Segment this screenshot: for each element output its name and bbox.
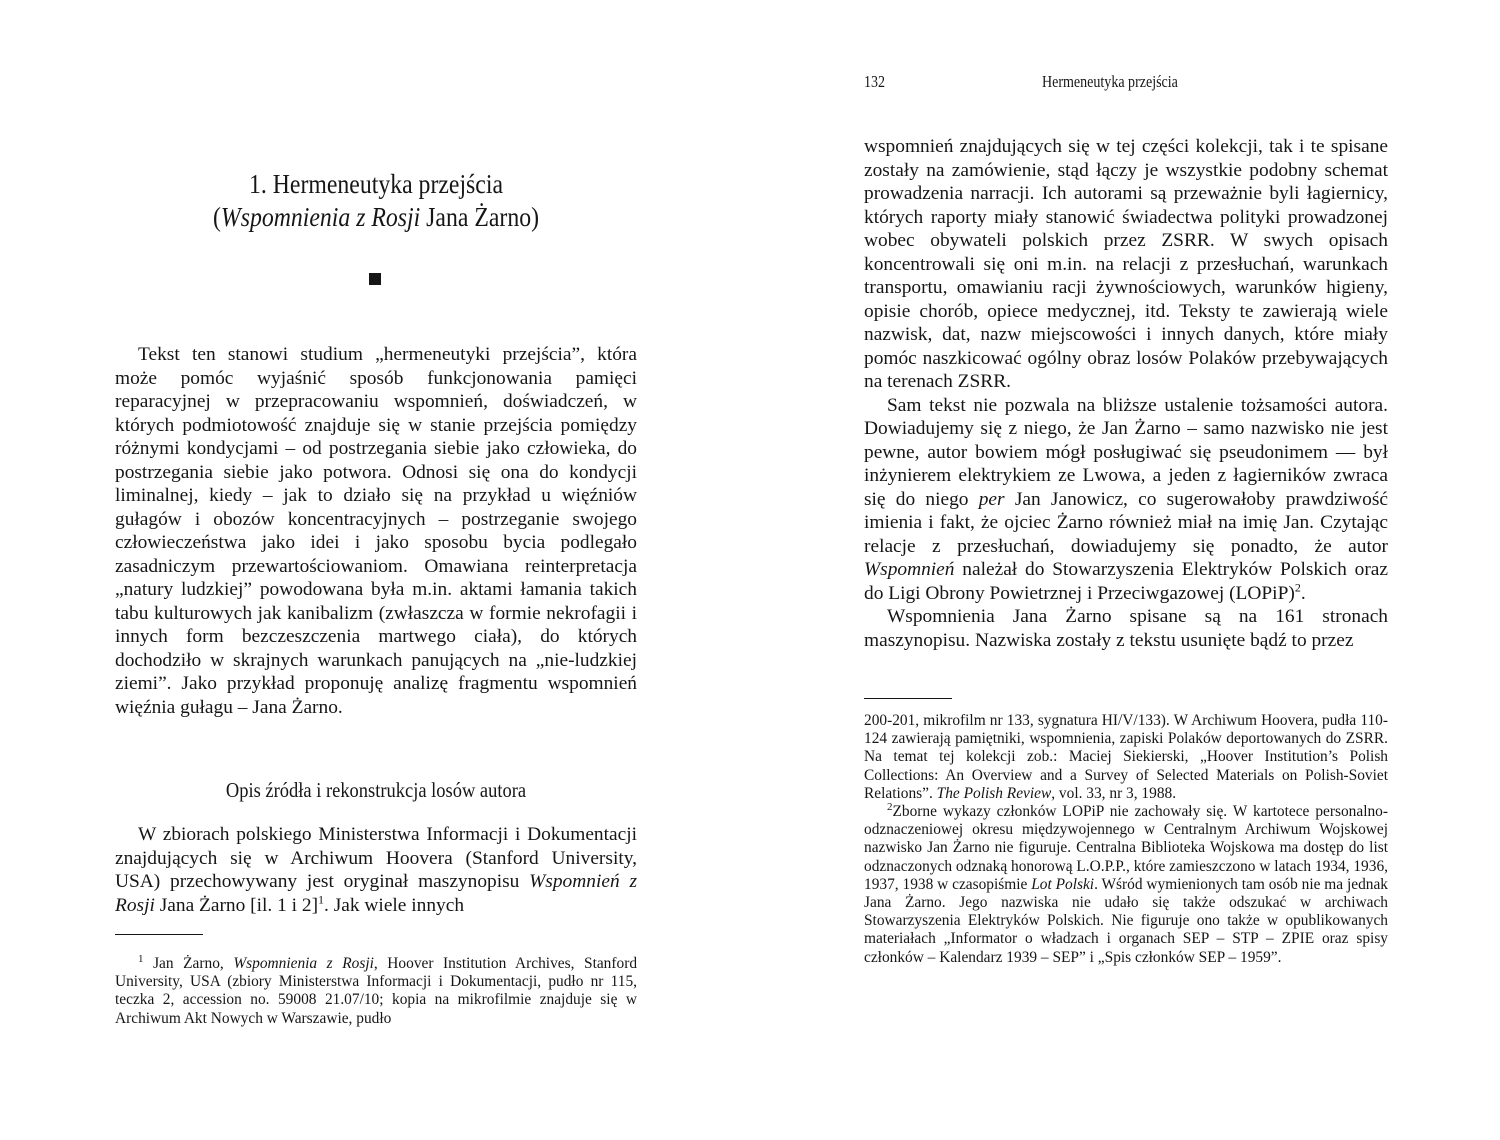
identity-paragraph [864, 394, 1388, 606]
identity-text-2: Jan Janowicz, co sugerowałoby prawdziwość imienia i fakt, że ojciec Żarno również miał na imię Jan. Czytając relacje z przesłuchań, dowiadujemy się ponadto, że autor [864, 488, 1389, 557]
footnote-1-title: Wspomnienia z Rosji [233, 955, 374, 972]
chapter-title-author: Jana Żarno) [420, 202, 539, 232]
footnote-divider-right [864, 698, 952, 699]
source-text-3: . Jak wiele innych [324, 894, 465, 916]
identity-italic-per: per [978, 488, 1005, 510]
footnote-ref-2[interactable]: 2 [1294, 580, 1301, 595]
source-text [115, 823, 637, 917]
square-ornament-icon [369, 273, 381, 285]
footnote-ref-1[interactable]: 1 [318, 892, 325, 907]
chapter-title-open-paren: ( [213, 202, 221, 232]
section-heading: Opis źródła i rekonstrukcja losów autora [225, 778, 527, 802]
footnote-1-number: 1 [138, 952, 144, 965]
typescript-paragraph: Wspomnienia Jana Żarno spisane są na 161 stronach maszynopisu. Nazwiska zostały z tekstu usunięte bądź to przez [864, 606, 1388, 651]
footnote-1 [115, 952, 638, 1028]
intro-paragraph: Tekst ten stanowi studium „hermeneutyki przejścia”, która może pomóc wyjaśnić sposób funkcjonowania pamięci reparacyjnej w przepracowaniu wspomnień, doświadczeń, w których podmiotowość znajduje się w stanie przejścia pomiędzy różnymi kondycjami – od postrzegania siebie jako człowieka, do postrzegania siebie jako potwora. Odnosi się ona do kondycji liminalnej, kiedy – jak to działo się na przykład u więźniów gułagów i obozów koncentracyjnych – postrzeganie swojego człowieczeństwa jako idei i jako sposobu bycia podlegało zasadniczym przewartościowaniom. Omawiana reinterpretacja „natury ludzkiej” powodowana była m.in. aktami łamania takich tabu kulturowych jak kanibalizm (zwłaszcza w formie nekrofagii i innych form bezczeszczenia martwego ciała), do których dochodziło w skrajnych warunkach panujących na „nie-ludzkiej ziemi”. Jako przykład proponuję analizę fragmentu wspomnień więźnia gułagu – Jana Żarno. [115, 344, 637, 718]
right-body-text [864, 135, 1388, 652]
source-work-title: Wspomnień z Rosji [115, 871, 637, 916]
source-text-1: W zbiorach polskiego Ministerstwa Informacji i Dokumentacji znajdujących się w Archiwum Hoovera (Stanford University, USA) przechowywany jest oryginał maszynopisu [115, 824, 637, 892]
chapter-title-line1: 1. Hermeneutyka przejścia [249, 169, 503, 199]
footnote-2 [864, 800, 1388, 967]
intro-text [115, 343, 637, 719]
footnotes-right [864, 712, 1388, 967]
continued-paragraph: wspomnień znajdujących się w tej części kolekcji, tak i te spisane zostały na zamówienie, stąd łączy je wszystkie podobny schemat prowadzenia narracji. Ich autorami są przeważnie byli łagiernicy, których raporty miały stanowić świadectwa polityki prowadzonej wobec obywateli polskich przez ZSRR. W swych opisach koncentrowali się oni m.in. na relacji z przesłuchań, warunkach transportu, omawianiu racji żywnościowych, warunków higieny, opisie chorób, opiece medycznej, itd. Teksty te zawierają wiele nazwisk, dat, nazw miejscowości i innych danych, które miały pomóc naszkicować ogólny obraz losów Polaków przebywających na terenach ZSRR. [864, 136, 1388, 392]
identity-text-3: należał do Stowarzyszenia Elektryków Polskich oraz do Ligi Obrony Powietrznej i Przeciwgazowej (LOPiP) [864, 559, 1388, 604]
footnote-1-cont-text-1: 200-201, mikrofilm nr 133, sygnatura HI/V/133). W Archiwum Hoovera, pudła 110-124 zawierają pamiętniki, wspomnienia, zapiski Polaków deportowanych do ZSRR. Na temat tej kolekcji zob.: Maciej Siekierski, „Hoover Institution’s Polish Collections: An Overview and a Survey of Selected Materials on Polish-Soviet Relations”. [864, 712, 1388, 802]
source-text-2: Jana Żarno [il. 1 i 2] [154, 894, 319, 916]
identity-text-4: . [1300, 582, 1306, 604]
footnote-1-text-1: Jan Żarno, [143, 955, 234, 972]
footnotes-left [115, 952, 638, 1028]
footnote-1-cont-journal: The Polish Review [936, 784, 1052, 802]
footnote-1-text-2: , Hoover Institution Archives, Stanford University, USA (zbiory Ministerstwa Informacji i Dokumentacji, pudło nr 115, teczka 2, accession no. 59008 21.07/10; kopia na mikrofilmie znajduje się w Archiwum Akt Nowych w Warszawie, pudło [115, 955, 638, 1027]
chapter-title-work: Wspomnienia z Rosji [220, 202, 421, 232]
identity-text-1: Sam tekst nie pozwala na bliższe ustalenie tożsamości autora. Dowiadujemy się z niego, że Jan Żarno – samo nazwisko nie jest pewne, autor bowiem mógł posługiwać się pseudonimem — był inżynierem elektrykiem ze Lwowa, a jeden z łagierników zwraca się do niego [864, 394, 1388, 510]
page-number: 132 [864, 72, 886, 91]
source-paragraph [115, 823, 637, 917]
running-title: Hermeneutyka przejścia [1042, 72, 1178, 91]
footnote-2-text-2: . Wśród wymienionych tam osób nie ma jednak Jana Żarno. Jego nazwiska nie udało się także odszukać w archiwach Stowarzyszenia Elektryków Polskich. Nie figuruje ono także w opublikowanych materiałach „Informator o władzach i organach SEP – STP – ZPIE oraz spisy członków – Kalendarz 1939 – SEP” i „Spis członków SEP – 1959”. [864, 875, 1388, 966]
footnote-divider [115, 934, 203, 935]
footnote-2-text-1: Zborne wykazy członków LOPiP nie zachowały się. W kartotece personalno-odznaczeniowej okresu międzywojennego w Centralnym Archiwum Wojskowej nazwisko Jan Żarno nie figuruje. Centralna Biblioteka Wojskowa ma dostęp do list odznaczonych odznaką honorową L.O.P.P., które zamieszczono w latach 1934, 1936, 1937, 1938 w czasopiśmie [864, 803, 1388, 893]
footnote-1-continued [864, 712, 1388, 803]
footnote-2-journal: Lot Polski [1031, 875, 1095, 893]
chapter-title-line2 [146, 201, 605, 234]
chapter-title [146, 168, 605, 234]
footnote-2-number: 2 [887, 800, 893, 813]
identity-italic-work: Wspomnień [864, 559, 955, 580]
footnote-1-cont-text-2: , vol. 33, nr 3, 1988. [1051, 784, 1177, 802]
